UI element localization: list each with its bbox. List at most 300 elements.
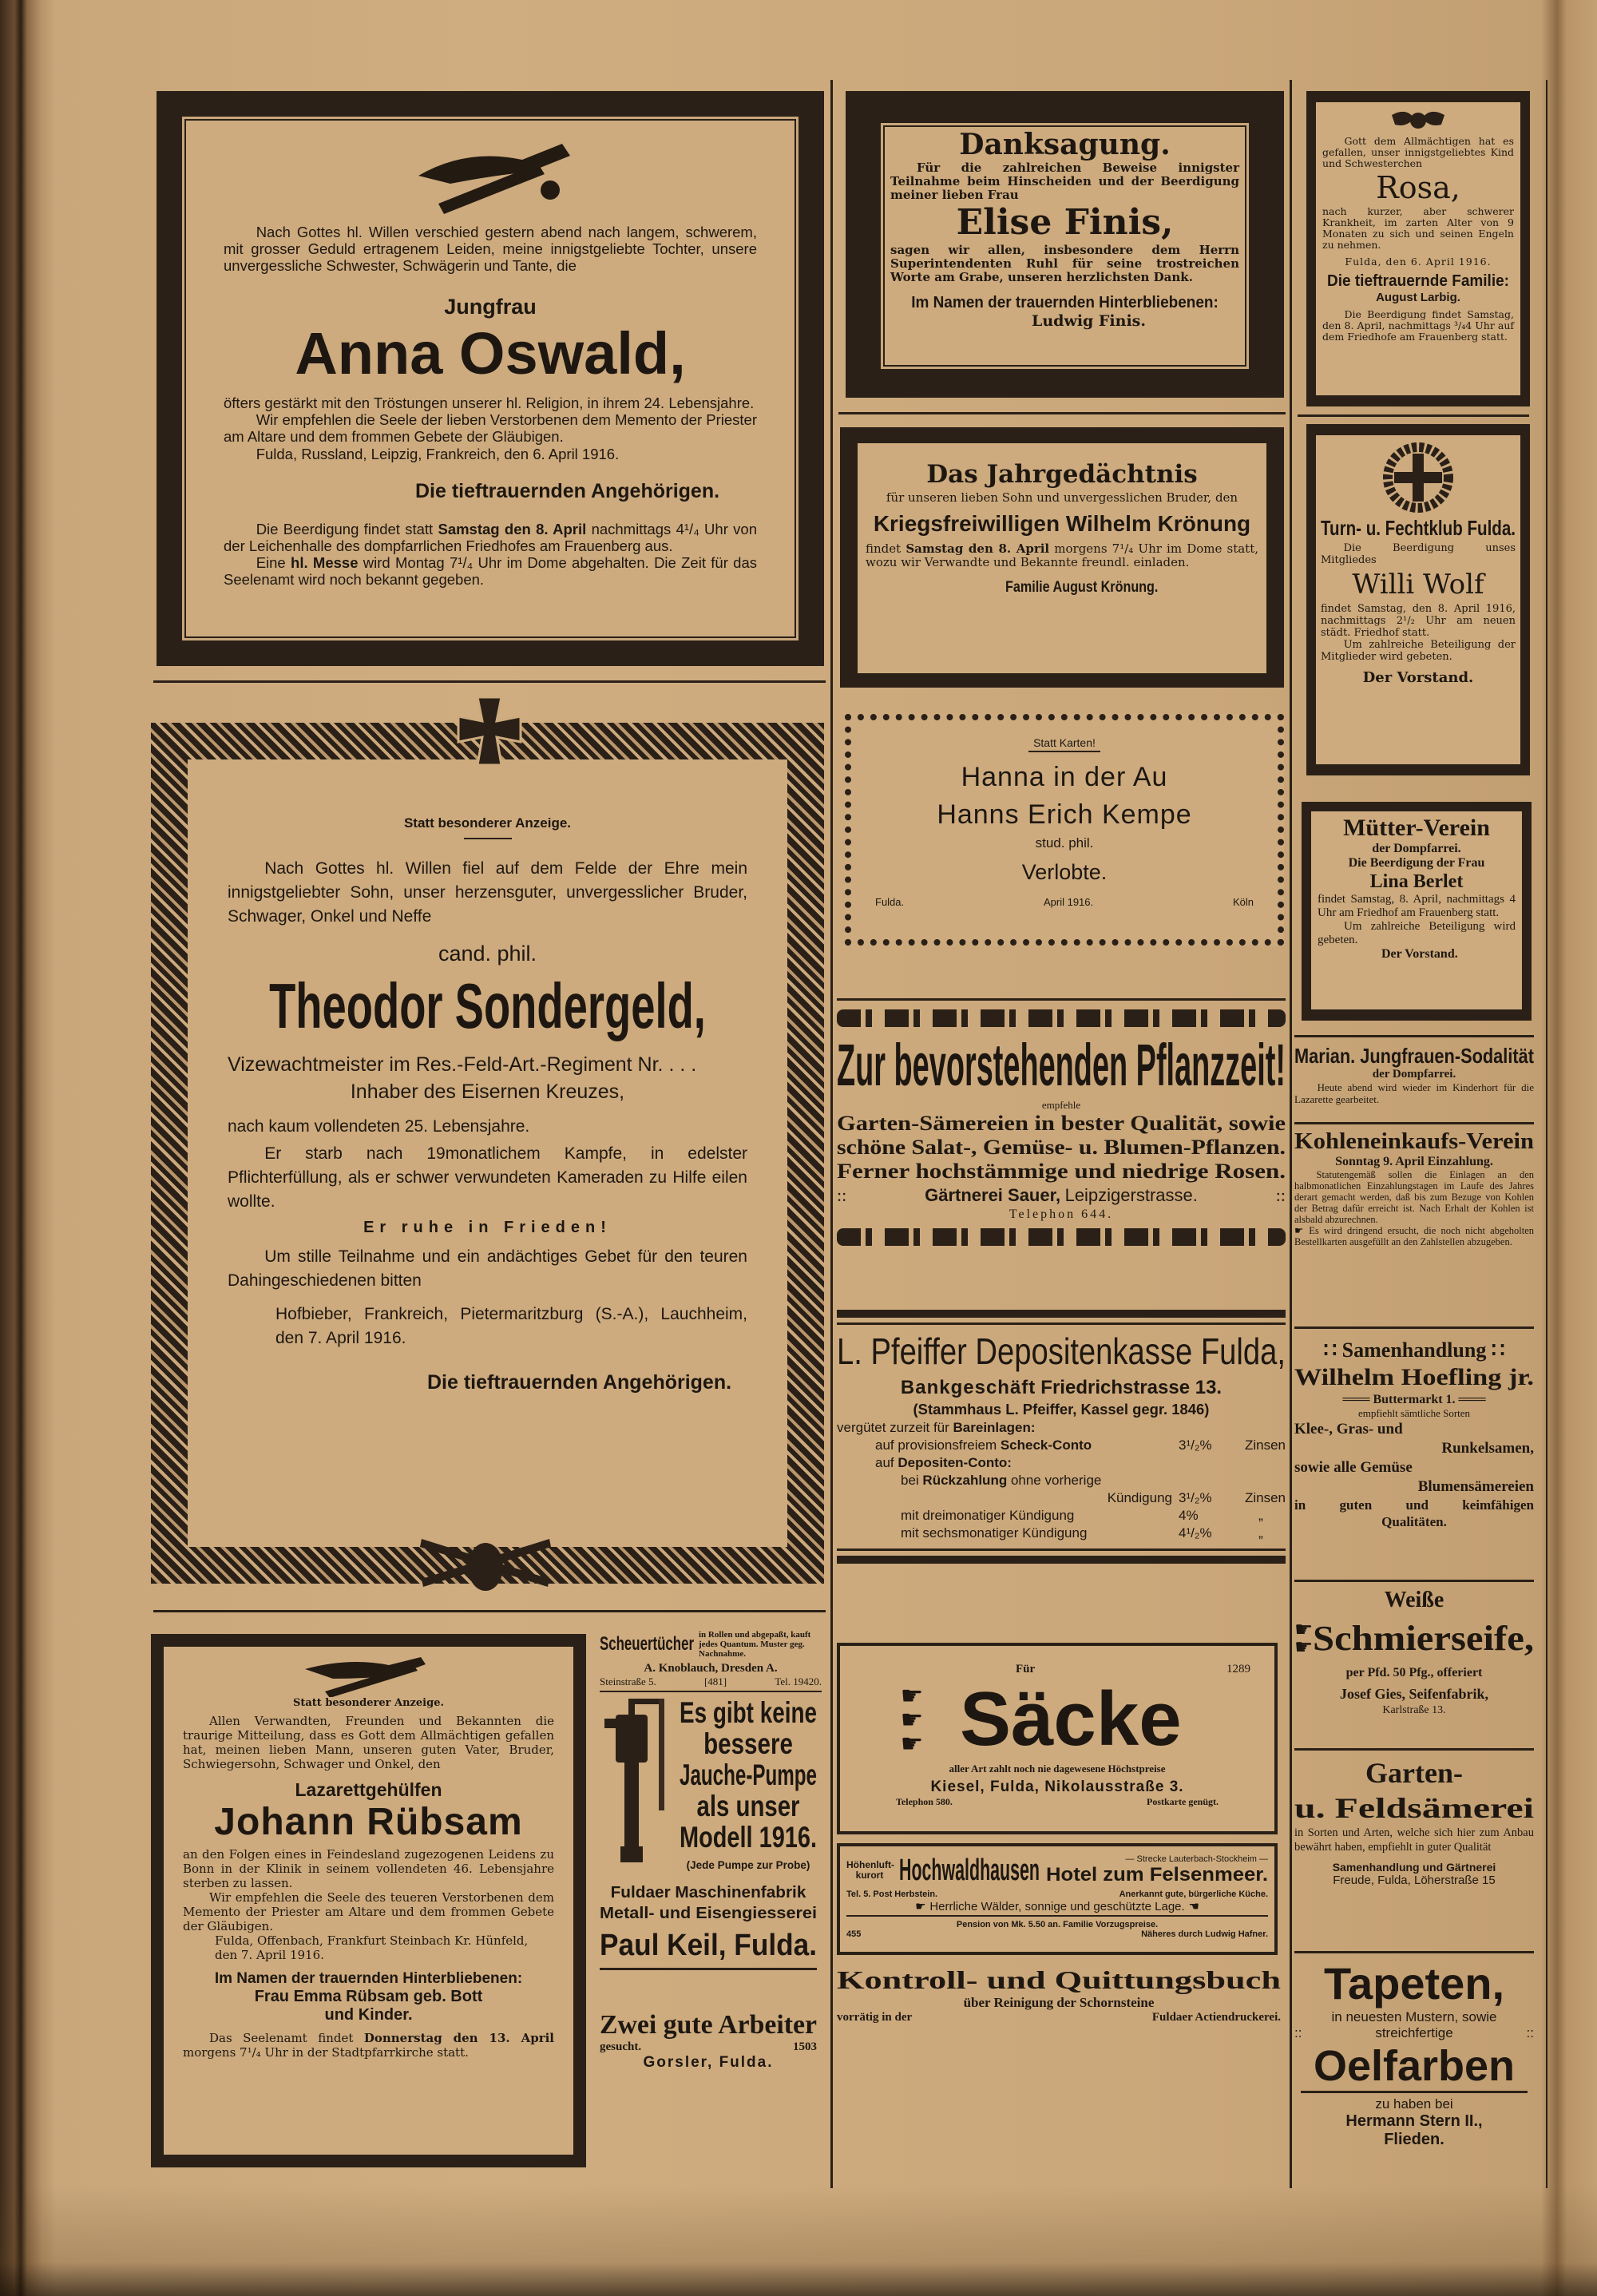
deceased-name: Anna Oswald, [295, 320, 686, 387]
resort-name [899, 1854, 1040, 1888]
notice-sub: der Dompfarrei. [1372, 1068, 1456, 1081]
notice-intro: Die Beerdigung der Frau [1348, 856, 1485, 870]
hotel-price: Pension von Mk. 5.50 an. Familie Vorzugspreise. [956, 1920, 1159, 1929]
rate-label: auf [875, 1455, 898, 1470]
divider [837, 998, 1286, 1001]
kitchen: Anerkannt gute, bürgerliche Küche. [1119, 1890, 1268, 1899]
ad-address [600, 1675, 822, 1692]
obituary-theodor-sondergeld [151, 723, 824, 1584]
ad-footer-left: vorrätig in der [837, 2011, 913, 2024]
sub-text: gesucht. [600, 2040, 642, 2053]
text: nachmittags 4¹/₄ Uhr von der Leichenhalle des dompfarrlichen Friedhofes am Frauenberg aus. [224, 521, 757, 554]
resort-tag: Höhenluft-kurort [846, 1859, 894, 1881]
ad-tapeten-oelfarben [1294, 1958, 1534, 2186]
ad-sub: aller Art zahlt noch nie dagewesene Höchstpreise [949, 1763, 1166, 1775]
ad-title: Tapeten, [1323, 1958, 1505, 2009]
notice-intro: Für die zahlreichen Beweise innigster Teilnahme beim Hinscheiden und der Beerdigung meiner lieben Frau [890, 161, 1239, 202]
line-text: schöne Salat-, Gemüse- u. Blumen-Pflanzen. [837, 1136, 1286, 1159]
rates-intro [837, 1419, 1286, 1437]
ad-note: Postkarte genügt. [1147, 1796, 1219, 1807]
line-text: Garten-Sämereien in bester Qualität, sowie [837, 1112, 1286, 1135]
notice-body: Statutengemäß sollen die Einlagen an den halbmonatlichen Einzahlungstagen im Laufe des Jahres derart gemacht werden, daß bis zum Bezuge von Kohlen der Betrag dafür erreicht ist. Nach Erhalt der Kohlen ist alsbald abzurechnen. [1294, 1169, 1534, 1225]
resort-name-text: Hochwaldhausen [899, 1853, 1040, 1887]
obituary-title: Lazarettgehülfen [295, 1779, 442, 1800]
divider [464, 838, 512, 839]
ad-title: Oelfarben [1301, 2041, 1528, 2093]
pointing-hand-icon: ☛ [915, 1899, 930, 1913]
ornament-dots: :: [1275, 1185, 1286, 1205]
ad-firm: Gorsler, Fulda. [643, 2054, 774, 2071]
pump-note [680, 1858, 817, 1871]
notice-signature: Der Vorstand. [1362, 669, 1474, 686]
mass-notice [183, 2031, 554, 2060]
rate-value: 4¹/₂% [1179, 1525, 1212, 1541]
hotel-header [846, 1851, 1268, 1890]
obituary-place-date: Fulda, den 6. April 1916. [1345, 256, 1492, 268]
publisher: Fuldaer Actiendruckerei. [1151, 2011, 1281, 2024]
founding-text: (Stammhaus L. Pfeiffer, Kassel gegr. 1846) [913, 1402, 1210, 1418]
text: Eine [256, 554, 291, 571]
notice-kohleneinkaufs-verein [1294, 1129, 1534, 1329]
ad-title [837, 1965, 1281, 1995]
deceased-name [228, 966, 747, 1046]
title-text: u. Feldsämerei [1294, 1792, 1534, 1824]
memorial-wilhelm-kroenung [840, 427, 1284, 688]
ad-firm-line [837, 1184, 1286, 1207]
ad-sub [600, 2040, 817, 2054]
obituary-body: öfters gestärkt mit den Tröstungen unserer hl. Religion, in ihrem 24. Lebensjahre. [224, 395, 755, 411]
notice-body: findet Samstag, den 8. April 1916, nachmittags 2¹/₂ Uhr am neuen städt. Friedhof statt. [1321, 603, 1516, 639]
firm-name: Gärtnerei Sauer, [925, 1185, 1061, 1205]
title-text: Zwei gute Arbeiter [600, 2010, 817, 2040]
engagement-notice [845, 714, 1284, 946]
text: findet [866, 541, 906, 556]
notice-body: sagen wir allen, insbesondere dem Herrn Superintendenten Ruhl für seine trostreichen Worte am Grabe, unseren herzlichsten Dank. [890, 243, 1239, 284]
street: Steinstraße 5. [600, 1675, 656, 1687]
ad-line: Runkelsamen, [1441, 1440, 1534, 1457]
street: Friedrichstrasse 13. [1040, 1377, 1223, 1398]
street-text: Buttermarkt 1. [1373, 1393, 1456, 1406]
divider [837, 1549, 1286, 1551]
notice-sub: Sonntag 9. April Einzahlung. [1335, 1155, 1493, 1168]
ad-pflanzzeit [837, 998, 1286, 1294]
deceased-name: Lina Berlet [1369, 871, 1464, 892]
cross-with-palm-icon [402, 128, 578, 216]
obituary-anna-oswald [157, 91, 824, 666]
obituary-body: nach kurzer, aber schwerer Krankheit, im zarten Alter von 9 Monaten zu sich und seinen Engeln zu nehmen. [1322, 205, 1514, 251]
notice-title [1294, 1044, 1534, 1068]
title-text: Kohleneinkaufs-Verein [1294, 1129, 1534, 1154]
deceased-name [866, 506, 1258, 542]
title-text: Kontroll- und Quittungsbuch [837, 1965, 1281, 1994]
cross-with-palm-icon [301, 1653, 437, 1697]
line-text: Ferner hochstämmige und niedrige Rosen. [837, 1160, 1286, 1183]
title-text: Samenhandlung [1341, 1338, 1487, 1362]
hotel-name [1046, 1864, 1268, 1886]
engagement-status: Verlobte. [1021, 860, 1108, 884]
hotel-slogan [846, 1899, 1268, 1917]
ad-sub [1294, 2025, 1534, 2041]
bank-address [837, 1376, 1286, 1400]
mass-date: Donnerstag den 13. April [363, 2031, 554, 2045]
weapons-trophy-icon [414, 1523, 557, 1595]
memorial-date: Samstag den 8. April [905, 541, 1050, 556]
rates-table [837, 1437, 1286, 1542]
ad-top-row [864, 1662, 1250, 1676]
title-text: Scheuertücher [600, 1633, 694, 1655]
ad-line [837, 1136, 1286, 1160]
sub-text: streichfertige [1375, 2025, 1453, 2040]
firm-line [600, 1884, 817, 1902]
rate-unit: Zinsen [1244, 1437, 1286, 1453]
widow-name: Frau Emma Rübsam geb. Bott [254, 1988, 483, 2005]
request: Um stille Teilnahme und ein andächtiges Gebet für den teuren Dahingeschiedenen bitten [228, 1247, 747, 1290]
funeral-date: Samstag den 8. April [438, 521, 587, 537]
obituary-signature: Die tieftrauernden Angehörigen. [415, 480, 720, 502]
ad-headline-area [864, 1676, 1250, 1763]
ad-kontrollbuch [837, 1965, 1281, 2036]
contact: Näheres durch Ludwig Hafner. [1141, 1929, 1268, 1939]
rate-label: Kündigung [1107, 1490, 1172, 1505]
ad-firm: Josef Gies, Seifenfabrik, [1340, 1686, 1488, 1702]
mass-label: hl. Messe [291, 554, 359, 571]
text: morgens 7¹/₄ Uhr in der Stadtpfarrkirche statt. [183, 2045, 469, 2060]
notice-sub: der Dompfarrei. [1372, 842, 1461, 855]
notice-request: Um zahlreiche Beteiligung der Mitglieder wird gebeten. [1321, 639, 1516, 663]
notice-request: Um zahlreiche Beteiligung wird gebeten. [1318, 920, 1516, 946]
ad-body: in Sorten und Arten, welche sich hier zum Anbau bewährt haben, empfiehlt in guter Qualität [1294, 1826, 1534, 1854]
section-rule [153, 680, 826, 683]
obituary-signature: Im Namen der trauernden Hinterbliebenen: [214, 1970, 523, 1987]
notice-title [1294, 1129, 1534, 1155]
mass-notice [224, 554, 757, 588]
ad-jauche-pumpe [600, 1692, 822, 2004]
ad-firm: Kiesel, Fulda, Nikolausstraße 3. [930, 1779, 1184, 1795]
signature-text: Im Namen der trauernden Hinterbliebenen: [911, 294, 1219, 311]
small-ads-column [600, 1627, 822, 2186]
ad-line: Klee-, Gras- und [1294, 1421, 1403, 1437]
rate-row [837, 1472, 1286, 1489]
firm-text: Fuldaer Maschinenfabrik [610, 1884, 806, 1901]
telephone: Tel. 5. Post Herbstein. [846, 1890, 938, 1899]
rate-label: ohne vorherige [1007, 1473, 1102, 1488]
rate-row [837, 1454, 1286, 1472]
ornament-band [837, 1228, 1286, 1246]
notice-title: Das Jahrgedächtnis [926, 460, 1198, 489]
ad-firm: Hermann Stern II., [1345, 2112, 1483, 2130]
text: morgens 7¹/₄ Uhr im Dome statt, wozu wir Verwandte und Bekannte freundl. einladen. [866, 541, 1258, 569]
funeral-notice: Die Beerdigung findet Samstag, den 8. April, nachmittags ³/₄4 Uhr auf dem Friedhofe am Frauenberg statt. [1322, 308, 1514, 343]
rest-in-peace: Er ruhe in Frieden! [363, 1219, 612, 1236]
obituary-body: Er starb nach 19monatlichem Kampfe, in edelster Pflichterfüllung, als er schwer verwundeten Kameraden zu Hilfe eilen wollte. [228, 1144, 747, 1211]
firm-street: Karlstraße 13. [1382, 1704, 1446, 1716]
signature-text: Die tieftrauernde Familie: [1327, 272, 1509, 290]
ad-scheuertuecher [600, 1627, 822, 1662]
ad-sub: empfehle [1041, 1099, 1081, 1111]
rate-label: auf provisionsfreiem [875, 1437, 1001, 1453]
rate-unit: „ [1258, 1508, 1263, 1523]
ad-samenhandlung-hoefling [1294, 1338, 1534, 1582]
text: Das Seelenamt findet [209, 2031, 364, 2045]
bank-founding [837, 1400, 1286, 1419]
deceased-name: Elise Finis, [956, 202, 1174, 243]
ad-title [1313, 1615, 1534, 1663]
note-text: (Jede Pumpe zur Probe) [686, 1858, 810, 1871]
rate-row [837, 1525, 1286, 1542]
name-text: Theodor Sondergeld, [269, 970, 706, 1041]
title-text: Schmierseife, [1313, 1619, 1535, 1658]
groom-name: Hanns Erich Kempe [937, 799, 1192, 830]
ad-title [600, 2010, 817, 2040]
obituary-places-date: Fulda, Offenbach, Frankfurt Steinbach Kr. Hünfeld, den 7. April 1916. [215, 1933, 529, 1962]
rate-label: mit dreimonatiger Kündigung [901, 1508, 1075, 1523]
ad-title: Säcke [960, 1676, 1182, 1762]
hotel-name-block [1046, 1854, 1268, 1886]
pointing-hand-icon: ☛ ☛ [1294, 1618, 1314, 1660]
ornament-dots: ∷ [1486, 1338, 1505, 1362]
ad-code: 1503 [793, 2040, 817, 2053]
obituary-willi-wolf [1306, 424, 1530, 775]
obituary-body: Wir empfehlen die Seele der lieben Verstorbenen dem Memento der Priester am Altare und dem frommen Gebete der Gläubigen. [224, 411, 757, 445]
deceased-name: Johann Rübsam [214, 1801, 523, 1843]
ad-sub: über Reinigung der Schornsteine [963, 1995, 1155, 2010]
firm-street: Leipzigerstrasse. [1064, 1185, 1198, 1205]
date: April 1916. [1043, 896, 1094, 908]
telephone: Tel. 19420. [775, 1675, 822, 1687]
place: Fulda. [875, 896, 905, 908]
ad-pre: Für [1016, 1663, 1036, 1675]
section-rule [153, 1610, 826, 1612]
page-bottom-edge [0, 2184, 1597, 2296]
ad-arbeiter [600, 2010, 817, 2072]
divider [837, 1310, 1286, 1318]
military-rank: Vizewachtmeister im Res.-Feld-Art.-Regiment Nr. . . . [228, 1053, 697, 1076]
notice-muetter-verein [1302, 802, 1532, 1021]
signer-name: August Larbig. [1376, 291, 1460, 304]
pump-headline [680, 1697, 817, 1853]
signer-name: Ludwig Finis. [1032, 312, 1146, 330]
ad-code: [481] [703, 1675, 727, 1687]
ad-sub: zu haben bei [1375, 2096, 1453, 2112]
place: Köln [1232, 896, 1254, 908]
obituary-places-date: Fulda, Russland, Leipzig, Frankreich, den 6. April 1916. [256, 446, 620, 462]
rate-value: 3¹/₂% [1179, 1437, 1212, 1453]
groom-title: stud. phil. [1035, 835, 1094, 851]
ad-line [837, 1160, 1286, 1184]
headline-line: Es gibt keine [680, 1696, 817, 1729]
headline-line: bessere [703, 1727, 793, 1760]
column-rule [830, 80, 833, 2188]
slogan-text: Herrliche Wälder, sonnige und geschützte Lage. [929, 1900, 1185, 1913]
firm-line [600, 1905, 817, 1923]
header-notice: Statt besonderer Anzeige. [403, 815, 572, 831]
ad-price: per Pfd. 50 Pfg., offeriert [1345, 1666, 1483, 1679]
ad-hotel-felsenmeer [837, 1843, 1278, 1955]
column-rule [1546, 80, 1547, 2188]
obituary-body: an den Folgen eines in Feindesland zugezogenen Leidens zu Bonn in der Klinik in seinem vollendeten 46. Lebensjahre sterben zu lassen. [183, 1847, 554, 1890]
rate-label: bei [901, 1473, 923, 1488]
pointing-hand-icon: ☚ [1184, 1899, 1199, 1913]
notice-body: Heute abend wird wieder im Kinderhort für die Lazarette gearbeitet. [1294, 1081, 1534, 1105]
obituary-signature [1322, 272, 1514, 291]
rate-label: Rückzahlung [922, 1473, 1008, 1488]
ad-pfeiffer-bank [837, 1310, 1286, 1617]
firm-place: Flieden. [1384, 2131, 1444, 2148]
rate-unit: Zinsen [1244, 1490, 1286, 1505]
ad-firm: A. Knoblauch, Dresden A. [644, 1662, 778, 1675]
notice-title: Mütter-Verein [1343, 815, 1490, 841]
ad-line [837, 1112, 1286, 1136]
ad-sub: in neuesten Mustern, sowie [1331, 2009, 1497, 2024]
telephone: Telephon 580. [896, 1796, 953, 1807]
ad-code: 455 [846, 1929, 862, 1939]
rate-row [837, 1437, 1286, 1454]
rate-unit: „ [1258, 1525, 1263, 1541]
club-emblem-icon [1382, 442, 1454, 514]
ad-headline [837, 1032, 1286, 1099]
notice-body [866, 542, 1258, 569]
telephone: Telephon 644. [1009, 1207, 1114, 1221]
ad-line: sowie alle Gemüse [1294, 1459, 1413, 1476]
ad-sub: empfiehlt sämtliche Sorten [1357, 1407, 1471, 1419]
section-rule [1298, 414, 1529, 417]
firm-name [1294, 1362, 1534, 1393]
ad-title: Garten- [1365, 1757, 1463, 1789]
notice-intro: für unseren lieben Sohn und unvergesslichen Bruder, den [886, 490, 1238, 505]
bride-name: Hanna in der Au [961, 762, 1168, 792]
notice-intro: Die Beerdigung unses Mitgliedes [1321, 542, 1516, 566]
headline-line: als unser [696, 1790, 800, 1822]
text: Die Beerdigung findet statt [256, 521, 438, 537]
title-text: Marian. Jungfrauen-Sodalität [1294, 1044, 1534, 1068]
hotel-name-text: Hotel zum Felsenmeer. [1046, 1864, 1268, 1886]
obituary-johann-ruebsam [151, 1634, 586, 2167]
firm-address: Freude, Fulda, Löherstraße 15 [1333, 1874, 1496, 1887]
ad-firm: Samenhandlung und Gärtnerei [1332, 1861, 1496, 1874]
text: wird Montag 7¹/₄ Uhr im Dome abgehalten. Die Zeit für das Seelenamt wird noch bekannt gegeben. [224, 554, 757, 588]
notice-signature: Familie August Krönung. [1005, 579, 1159, 596]
notice-signature [890, 294, 1239, 312]
ad-title-row [1294, 1615, 1534, 1663]
ornament-band [837, 1009, 1286, 1027]
divider [837, 1556, 1286, 1564]
rate-label: Depositen-Conto: [898, 1455, 1012, 1470]
club-name [1321, 514, 1516, 542]
name-text: Kriegsfreiwilligen Wilhelm Krönung [873, 511, 1251, 536]
pointing-hand-icon: ☛ ☛ ☛ [900, 1680, 924, 1759]
firm-street: ═══ Buttermarkt 1. ═══ [1342, 1393, 1486, 1406]
ad-line: Blumensämereien [1417, 1478, 1534, 1495]
ad-footer [837, 2011, 1281, 2024]
ad-code: 1289 [1226, 1663, 1250, 1675]
notice-note [1294, 1225, 1534, 1247]
obituary-signature: Die tieftrauernden Angehörigen. [427, 1371, 732, 1394]
obituary-intro: Nach Gottes hl. Willen fiel auf dem Felde der Ehre mein innigstgeliebter Sohn, unser herzensguter, unvergesslicher Bruder, Schwager, Onkel und Neffe [228, 859, 747, 926]
notice-signature: Der Vorstand. [1381, 947, 1458, 961]
obituary-intro: Nach Gottes hl. Willen verschied gestern abend nach langem, schwerem, mit grosser Geduld ertragenem Leiden, meine innigstgeliebte Tochter, unsere unvergessliche Schwester, Schwägerin und Tante, die [224, 224, 757, 274]
column-rule [1290, 80, 1292, 2188]
deceased-name: Rosa, [1376, 170, 1460, 205]
ad-description: in Rollen und abgepaßt, kauft jedes Quantum. Muster geg. Nachnahme. [699, 1630, 811, 1659]
divider [837, 1322, 1286, 1325]
ad-title [600, 1633, 694, 1656]
section-rule [838, 412, 1286, 414]
deceased-name: Willi Wolf [1352, 569, 1484, 601]
pump-illustration-icon [604, 1699, 676, 1866]
headline-text: Zur bevorstehenden Pflanzzeit! [837, 1032, 1286, 1098]
header-text: Statt Karten! [1028, 736, 1100, 752]
notice-body: findet Samstag, 8. April, nachmittags 4 Uhr am Friedhof am Frauenberg statt. [1318, 893, 1516, 919]
club-text: Turn- u. Fechtklub Fulda. [1321, 516, 1516, 540]
children: und Kinder. [324, 2006, 413, 2024]
text: Bareinlagen: [953, 1420, 1036, 1435]
rate-row [837, 1489, 1286, 1507]
header-notice: Statt besonderer Anzeige. [292, 1697, 445, 1709]
thanks-notice-elise-finis [846, 91, 1284, 398]
firm-text: Metall- und Eisengiesserei [600, 1905, 817, 1922]
cherub-icon [1390, 107, 1446, 136]
ad-pre: Weiße [1384, 1588, 1444, 1612]
note-text: Es wird dringend ersucht, die noch nicht abgeholten Bestellkarten ausgefüllt an den Zahlstellen abzugeben. [1294, 1225, 1534, 1247]
route: — Strecke Lauterbach-Stockheim — [1125, 1854, 1268, 1864]
firm-name [600, 1929, 817, 1970]
funeral-notice [224, 521, 757, 554]
name-text: Wilhelm Hoefling jr. [1294, 1364, 1534, 1390]
bank-name [837, 1326, 1286, 1376]
headline-line: Jauche-Pumpe [680, 1759, 817, 1791]
obituary-title: Jungfrau [444, 295, 537, 319]
obituary-body: Wir empfehlen die Seele des teueren Verstorbenen dem Memento der Priester am Altare und dem frommen Gebete der Gläubigen. [183, 1890, 554, 1933]
notice-title: Danksagung. [959, 128, 1171, 161]
ornament-dots: :: [1294, 2025, 1302, 2040]
ornament-dots: :: [1526, 2025, 1534, 2040]
business-type: Bankgeschäft [900, 1377, 1036, 1398]
hotel-details [846, 1890, 1268, 1899]
obituary-intro: Allen Verwandten, Freunden und Bekannten die traurige Mitteilung, dass es Gott dem Allmächtigen gefallen hat, meinen lieben Mann, unseren guten Vater, Bruder, Schwiegersohn, Schwager und Onkel, den [183, 1714, 554, 1771]
ad-title [1294, 1790, 1534, 1826]
rate-label: mit sechsmonatiger Kündigung [901, 1525, 1088, 1541]
rate-value: 4% [1179, 1508, 1199, 1523]
pointing-hand-icon: ☛ [1294, 1224, 1310, 1236]
hotel-contact [846, 1929, 1268, 1939]
ad-saecke [837, 1643, 1278, 1834]
award: Inhaber des Eisernen Kreuzes, [350, 1081, 625, 1103]
ad-title [1294, 1338, 1534, 1362]
rate-value: 3¹/₂% [1179, 1490, 1212, 1505]
obituary-rosa-larbig [1306, 91, 1530, 406]
notice-header [867, 736, 1262, 749]
obituary-places-date: Hofbieber, Frankreich, Pietermaritzburg (S.-A.), Lauchheim, den 7. April 1916. [275, 1305, 747, 1347]
rate-row [837, 1507, 1286, 1525]
rate-label: Scheck-Conto [1000, 1437, 1092, 1453]
firm-text: Paul Keil, Fulda. [600, 1929, 817, 1962]
iron-cross-icon [454, 689, 525, 777]
obituary-intro: Gott dem Allmächtigen hat es gefallen, unser innigstgeliebtes Kind und Schwesterchen [1322, 135, 1514, 169]
notice-footer [867, 896, 1262, 908]
text: vergütet zurzeit für [837, 1420, 953, 1435]
obituary-title: cand. phil. [438, 942, 537, 966]
ornament-dots: ∷ [1323, 1338, 1342, 1362]
notice-marian-sodalitaet [1294, 1035, 1534, 1124]
title-text: L. Pfeiffer Depositenkasse Fulda, [837, 1330, 1286, 1372]
ad-footer [864, 1796, 1250, 1808]
ad-garten-feldsaemerei [1294, 1755, 1534, 1953]
ad-line: Qualitäten. [1381, 1514, 1447, 1529]
age-line: nach kaum vollendeten 25. Lebensjahre. [228, 1117, 530, 1136]
ad-schmierseife [1294, 1586, 1534, 1751]
ad-line: in guten und keimfähigen [1294, 1497, 1534, 1513]
headline-line: Modell 1916. [680, 1821, 817, 1854]
